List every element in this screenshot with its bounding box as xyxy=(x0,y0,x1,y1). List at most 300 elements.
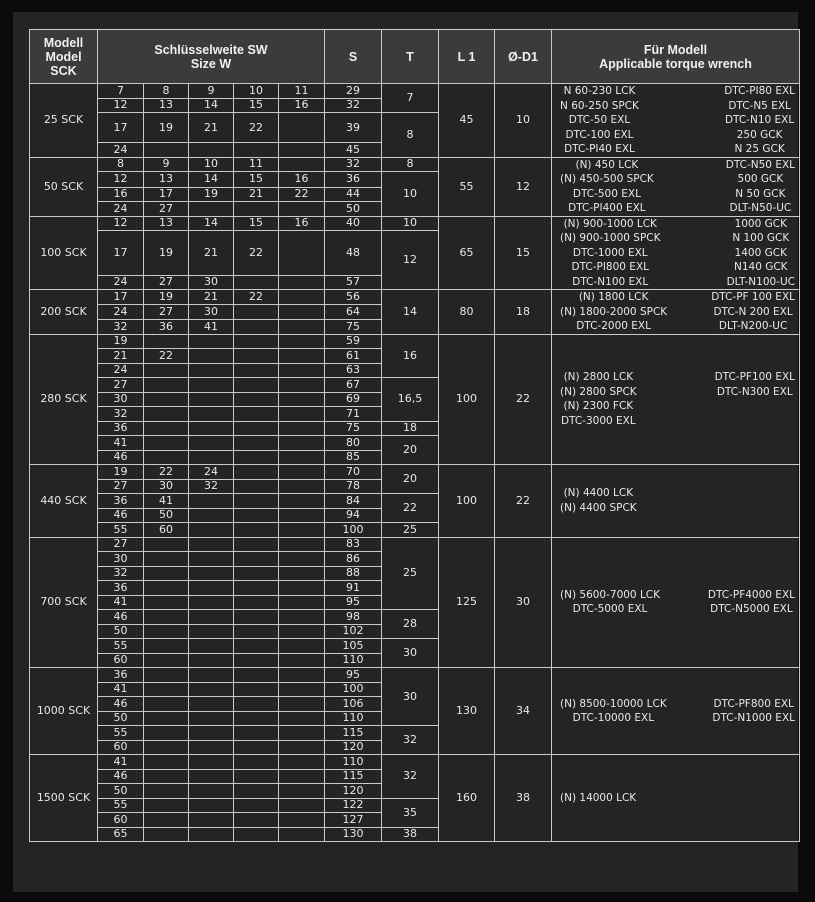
size-cell: 32 xyxy=(98,566,144,581)
header-size xyxy=(98,30,325,84)
size-cell xyxy=(144,624,189,639)
size-cell xyxy=(189,813,234,828)
size-cell xyxy=(279,363,325,378)
d1-value: 34 xyxy=(495,668,552,755)
size-cell xyxy=(279,479,325,494)
model-name: 440 SCK xyxy=(30,465,98,538)
size-cell: 12 xyxy=(98,172,144,188)
model-name: 1500 SCK xyxy=(30,755,98,842)
size-cell xyxy=(189,595,234,610)
s-value: 98 xyxy=(325,610,382,625)
s-value: 56 xyxy=(325,290,382,305)
t-value: 16,5 xyxy=(382,378,439,422)
size-cell xyxy=(189,682,234,697)
size-cell: 19 xyxy=(189,187,234,202)
size-cell xyxy=(234,726,279,741)
size-cell: 27 xyxy=(98,378,144,393)
size-cell xyxy=(189,450,234,465)
size-cell xyxy=(144,827,189,842)
size-cell xyxy=(234,740,279,755)
size-cell xyxy=(279,465,325,480)
size-cell: 15 xyxy=(234,172,279,188)
size-cell xyxy=(144,740,189,755)
size-cell: 19 xyxy=(144,113,189,143)
l1-value: 100 xyxy=(439,334,495,465)
size-cell xyxy=(144,595,189,610)
t-value: 10 xyxy=(382,216,439,231)
l1-value: 160 xyxy=(439,755,495,842)
size-cell xyxy=(279,334,325,349)
size-cell xyxy=(279,290,325,305)
size-cell: 8 xyxy=(144,84,189,99)
size-cell xyxy=(189,392,234,407)
tools-columns xyxy=(552,290,799,334)
size-cell: 15 xyxy=(234,216,279,231)
size-cell xyxy=(234,523,279,538)
size-cell: 65 xyxy=(98,827,144,842)
size-cell: 60 xyxy=(144,523,189,538)
header-d1: Ø-D1 xyxy=(495,30,552,84)
tool-name: (N) 8500-10000 LCK xyxy=(560,697,667,710)
tool-name: DTC-2000 EXL xyxy=(576,320,651,332)
size-cell: 14 xyxy=(189,98,234,113)
size-cell xyxy=(189,523,234,538)
size-cell xyxy=(189,827,234,842)
size-cell: 50 xyxy=(98,784,144,799)
size-cell xyxy=(144,653,189,668)
s-value: 95 xyxy=(325,595,382,610)
size-cell xyxy=(189,494,234,509)
size-cell xyxy=(234,668,279,683)
l1-value: 130 xyxy=(439,668,495,755)
d1-value: 10 xyxy=(495,84,552,158)
l1-value: 65 xyxy=(439,216,495,290)
tools-right xyxy=(708,588,795,617)
table-row xyxy=(30,216,800,231)
s-value: 85 xyxy=(325,450,382,465)
model-name: 25 SCK xyxy=(30,84,98,158)
size-cell xyxy=(279,827,325,842)
size-cell xyxy=(144,610,189,625)
size-cell xyxy=(279,275,325,290)
size-cell xyxy=(189,436,234,451)
size-cell xyxy=(279,581,325,596)
size-cell xyxy=(189,363,234,378)
l1-value: 100 xyxy=(439,465,495,538)
size-cell xyxy=(144,697,189,712)
tool-name: DTC-PI40 EXL xyxy=(564,143,635,155)
size-cell: 24 xyxy=(189,465,234,480)
tools-right xyxy=(727,217,795,290)
size-cell xyxy=(144,784,189,799)
size-cell xyxy=(234,304,279,319)
size-cell: 17 xyxy=(98,113,144,143)
tools-left xyxy=(560,217,661,290)
t-value: 20 xyxy=(382,436,439,465)
size-cell xyxy=(144,363,189,378)
size-cell xyxy=(144,769,189,784)
size-cell: 16 xyxy=(98,187,144,202)
model-name: 700 SCK xyxy=(30,537,98,668)
tool-name: (N) 450 LCK xyxy=(575,158,639,171)
size-cell xyxy=(234,392,279,407)
size-cell: 12 xyxy=(98,98,144,113)
s-value: 32 xyxy=(325,157,382,172)
tool-name: DLT-N50-UC xyxy=(729,202,792,214)
tool-name: (N) 900-1000 SPCK xyxy=(560,232,661,244)
s-value: 84 xyxy=(325,494,382,509)
tool-name: 500 GCK xyxy=(737,173,784,185)
tool-name: N 60-230 LCK xyxy=(563,85,636,97)
s-value: 106 xyxy=(325,697,382,712)
s-value: 40 xyxy=(325,216,382,231)
size-cell: 55 xyxy=(98,726,144,741)
tool-name: DTC-N100 EXL xyxy=(572,275,649,288)
table-row xyxy=(30,84,800,99)
size-cell xyxy=(234,143,279,158)
size-cell xyxy=(189,755,234,770)
size-cell xyxy=(144,378,189,393)
size-cell: 36 xyxy=(98,421,144,436)
size-cell xyxy=(144,726,189,741)
applicable-tools xyxy=(552,465,800,538)
d1-value: 22 xyxy=(495,465,552,538)
size-cell xyxy=(279,450,325,465)
size-cell: 14 xyxy=(189,216,234,231)
t-value: 10 xyxy=(382,172,439,217)
size-cell xyxy=(144,334,189,349)
size-cell: 22 xyxy=(279,187,325,202)
s-value: 95 xyxy=(325,668,382,683)
tool-name: DTC-3000 EXL xyxy=(560,414,636,427)
tool-name: DTC-50 EXL xyxy=(568,114,631,126)
t-value: 12 xyxy=(382,231,439,290)
size-cell xyxy=(234,319,279,334)
size-cell: 46 xyxy=(98,610,144,625)
spec-table xyxy=(29,29,800,842)
t-value: 8 xyxy=(382,113,439,158)
tool-name: DTC-N50 EXL xyxy=(725,158,795,171)
s-value: 32 xyxy=(325,98,382,113)
tools-columns xyxy=(552,588,799,617)
size-cell xyxy=(144,755,189,770)
tool-name: DTC-PF800 EXL xyxy=(713,697,794,710)
size-cell xyxy=(189,421,234,436)
size-cell: 19 xyxy=(144,231,189,276)
tool-name: (N) 450-500 SPCK xyxy=(560,173,654,185)
size-cell xyxy=(189,726,234,741)
size-cell: 22 xyxy=(144,349,189,364)
size-cell xyxy=(234,755,279,770)
size-cell xyxy=(234,363,279,378)
size-cell: 60 xyxy=(98,740,144,755)
l1-value: 125 xyxy=(439,537,495,668)
size-cell xyxy=(279,769,325,784)
size-cell xyxy=(279,639,325,654)
size-cell: 19 xyxy=(144,290,189,305)
s-value: 122 xyxy=(325,798,382,813)
size-cell xyxy=(189,784,234,799)
tool-name: (N) 14000 LCK xyxy=(560,791,637,804)
tool-name: 1400 GCK xyxy=(734,246,787,259)
size-cell: 7 xyxy=(98,84,144,99)
s-value: 100 xyxy=(325,682,382,697)
size-cell xyxy=(234,436,279,451)
tool-name: (N) 5600-7000 LCK xyxy=(560,588,661,601)
s-value: 100 xyxy=(325,523,382,538)
l1-value: 80 xyxy=(439,290,495,335)
tools-right xyxy=(712,697,795,726)
size-cell xyxy=(234,450,279,465)
model-name: 50 SCK xyxy=(30,157,98,216)
size-cell: 27 xyxy=(144,202,189,217)
tool-name: DTC-PI400 EXL xyxy=(568,202,646,214)
size-cell xyxy=(234,610,279,625)
size-cell xyxy=(279,421,325,436)
tools-columns xyxy=(552,217,799,290)
l1-value: 45 xyxy=(439,84,495,158)
size-cell xyxy=(234,639,279,654)
s-value: 59 xyxy=(325,334,382,349)
size-cell xyxy=(189,334,234,349)
tools-columns xyxy=(552,370,799,428)
size-cell xyxy=(234,624,279,639)
tools-right xyxy=(724,84,795,157)
header-applicable-en: Applicable torque wrench xyxy=(599,56,752,71)
size-cell xyxy=(144,711,189,726)
size-cell xyxy=(234,813,279,828)
size-cell xyxy=(279,523,325,538)
size-cell: 55 xyxy=(98,798,144,813)
tools-columns xyxy=(552,486,799,515)
s-value: 105 xyxy=(325,639,382,654)
size-cell xyxy=(234,202,279,217)
size-cell: 16 xyxy=(279,216,325,231)
size-cell xyxy=(234,479,279,494)
size-cell xyxy=(279,407,325,422)
s-value: 36 xyxy=(325,172,382,188)
size-cell xyxy=(234,697,279,712)
size-cell xyxy=(189,581,234,596)
size-cell: 41 xyxy=(98,595,144,610)
size-cell xyxy=(279,610,325,625)
size-cell xyxy=(279,566,325,581)
s-value: 110 xyxy=(325,755,382,770)
s-value: 110 xyxy=(325,711,382,726)
tool-name: DTC-N10 EXL xyxy=(724,114,795,126)
tool-name: DTC-1000 EXL xyxy=(572,246,648,259)
size-cell xyxy=(144,682,189,697)
d1-value: 38 xyxy=(495,755,552,842)
s-value: 64 xyxy=(325,304,382,319)
t-value: 14 xyxy=(382,290,439,335)
s-value: 91 xyxy=(325,581,382,596)
size-cell: 24 xyxy=(98,363,144,378)
size-cell xyxy=(279,711,325,726)
size-cell xyxy=(279,740,325,755)
size-cell xyxy=(189,537,234,552)
size-cell: 17 xyxy=(98,231,144,276)
tools-right xyxy=(726,158,795,216)
size-cell xyxy=(279,784,325,799)
size-cell: 21 xyxy=(234,187,279,202)
table-row xyxy=(30,755,800,770)
tool-name: N 100 GCK xyxy=(732,232,790,244)
size-cell xyxy=(234,769,279,784)
size-cell xyxy=(279,157,325,172)
size-cell: 22 xyxy=(234,231,279,276)
size-cell xyxy=(189,378,234,393)
size-cell: 11 xyxy=(234,157,279,172)
s-value: 86 xyxy=(325,552,382,567)
size-cell xyxy=(234,275,279,290)
size-cell xyxy=(189,798,234,813)
s-value: 39 xyxy=(325,113,382,143)
size-cell xyxy=(234,421,279,436)
size-cell xyxy=(144,436,189,451)
size-cell: 55 xyxy=(98,523,144,538)
size-cell: 22 xyxy=(234,113,279,143)
size-cell: 9 xyxy=(189,84,234,99)
size-cell xyxy=(234,465,279,480)
header-size-en: Size W xyxy=(190,56,232,71)
header-l1: L 1 xyxy=(439,30,495,84)
d1-value: 15 xyxy=(495,216,552,290)
size-cell xyxy=(279,595,325,610)
size-cell: 32 xyxy=(98,319,144,334)
tool-name: DTC-N5000 EXL xyxy=(710,603,793,616)
model-name: 280 SCK xyxy=(30,334,98,465)
size-cell: 36 xyxy=(98,494,144,509)
s-value: 80 xyxy=(325,436,382,451)
tool-name: (N) 4400 LCK xyxy=(563,487,634,500)
size-cell xyxy=(234,784,279,799)
l1-value: 55 xyxy=(439,157,495,216)
s-value: 102 xyxy=(325,624,382,639)
tools-left xyxy=(560,370,637,428)
size-cell: 8 xyxy=(98,157,144,172)
s-value: 75 xyxy=(325,319,382,334)
tool-name: N 25 GCK xyxy=(734,143,785,155)
tool-name: DTC-PI800 EXL xyxy=(571,261,649,273)
d1-value: 30 xyxy=(495,537,552,668)
header-size-de: Schlüsselweite SW xyxy=(154,42,268,57)
size-cell: 14 xyxy=(189,172,234,188)
size-cell xyxy=(279,668,325,683)
t-value: 32 xyxy=(382,726,439,755)
size-cell xyxy=(144,566,189,581)
tool-name: N 60-250 SPCK xyxy=(560,99,639,112)
tools-left xyxy=(560,791,636,806)
tools-columns xyxy=(552,158,799,216)
s-value: 78 xyxy=(325,479,382,494)
tool-name: (N) 900-1000 LCK xyxy=(563,217,657,230)
table-row xyxy=(30,668,800,683)
size-cell: 21 xyxy=(98,349,144,364)
table-row xyxy=(30,334,800,349)
size-cell xyxy=(144,421,189,436)
size-cell: 16 xyxy=(279,98,325,113)
size-cell xyxy=(144,581,189,596)
size-cell xyxy=(234,595,279,610)
s-value: 48 xyxy=(325,231,382,276)
t-value: 30 xyxy=(382,668,439,726)
size-cell: 30 xyxy=(98,392,144,407)
tool-name: DTC-5000 EXL xyxy=(572,603,648,616)
tools-left xyxy=(560,486,637,515)
tool-name: (N) 2800 LCK xyxy=(563,371,634,384)
size-cell xyxy=(189,552,234,567)
d1-value: 18 xyxy=(495,290,552,335)
size-cell: 50 xyxy=(98,711,144,726)
size-cell xyxy=(234,349,279,364)
size-cell xyxy=(234,378,279,393)
size-cell xyxy=(144,552,189,567)
size-cell: 24 xyxy=(98,202,144,217)
table-row xyxy=(30,465,800,480)
size-cell xyxy=(279,231,325,276)
table-row xyxy=(30,537,800,552)
t-value: 25 xyxy=(382,523,439,538)
size-cell: 60 xyxy=(98,813,144,828)
size-cell xyxy=(144,668,189,683)
t-value: 22 xyxy=(382,494,439,523)
size-cell xyxy=(279,378,325,393)
size-cell xyxy=(189,697,234,712)
t-value: 25 xyxy=(382,537,439,610)
size-cell xyxy=(144,450,189,465)
applicable-tools xyxy=(552,84,800,158)
s-value: 29 xyxy=(325,84,382,99)
size-cell: 46 xyxy=(98,508,144,523)
tools-left xyxy=(560,84,639,157)
size-cell xyxy=(234,494,279,509)
size-cell: 10 xyxy=(234,84,279,99)
tools-left xyxy=(560,697,667,726)
size-cell xyxy=(144,798,189,813)
size-cell: 17 xyxy=(98,290,144,305)
s-value: 127 xyxy=(325,813,382,828)
s-value: 57 xyxy=(325,275,382,290)
tool-name: DTC-PI80 EXL xyxy=(724,85,795,97)
size-cell xyxy=(279,552,325,567)
size-cell: 36 xyxy=(144,319,189,334)
applicable-tools xyxy=(552,537,800,668)
size-cell xyxy=(279,508,325,523)
size-cell: 30 xyxy=(189,304,234,319)
size-cell xyxy=(189,624,234,639)
size-cell xyxy=(144,392,189,407)
tool-name: DLT-N200-UC xyxy=(718,320,788,332)
size-cell xyxy=(144,407,189,422)
size-cell: 32 xyxy=(98,407,144,422)
applicable-tools xyxy=(552,216,800,290)
size-cell xyxy=(234,682,279,697)
header-model-label: Modell Model SCK xyxy=(43,35,84,78)
t-value: 18 xyxy=(382,421,439,436)
size-cell xyxy=(279,755,325,770)
tool-name: N 50 GCK xyxy=(735,187,786,200)
size-cell xyxy=(279,202,325,217)
header-applicable xyxy=(552,30,800,84)
tools-left xyxy=(560,290,667,334)
size-cell: 27 xyxy=(144,275,189,290)
table-row xyxy=(30,157,800,172)
size-cell: 60 xyxy=(98,653,144,668)
size-cell: 27 xyxy=(98,537,144,552)
size-cell: 30 xyxy=(98,552,144,567)
tool-name: DTC-N5 EXL xyxy=(728,99,791,112)
